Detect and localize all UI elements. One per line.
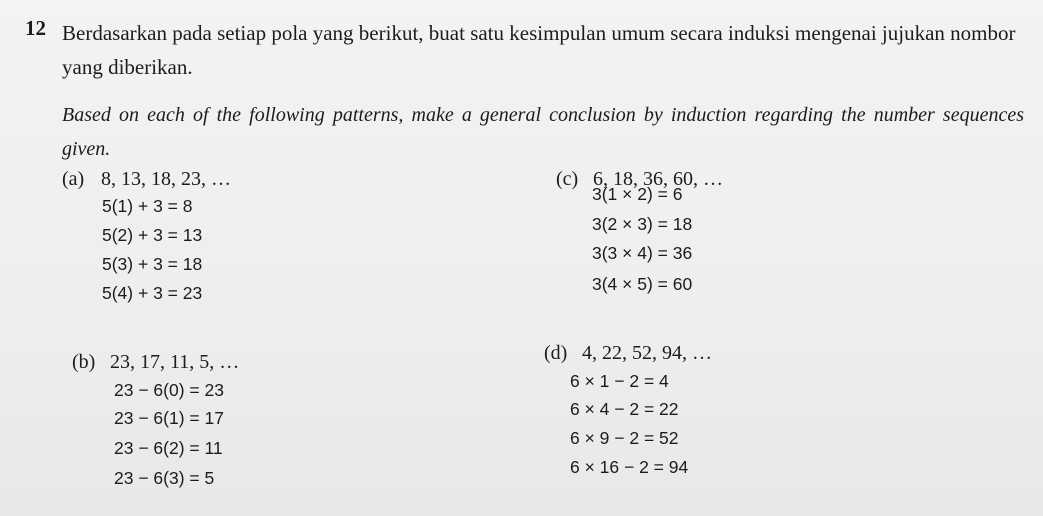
part-a-step-3: 5(3) + 3 = 18 (102, 254, 203, 274)
part-d-step-1: 6 × 1 − 2 = 4 (570, 371, 669, 391)
part-a-step-1: 5(1) + 3 = 8 (102, 196, 193, 216)
part-b-step-4: 23 − 6(3) = 5 (114, 468, 215, 488)
part-c-label: (c) (556, 168, 579, 190)
part-c-step-1: 3(1 × 2) = 6 (592, 184, 683, 204)
part-c-step-2: 3(2 × 3) = 18 (592, 214, 693, 234)
part-b-step-2: 23 − 6(1) = 17 (114, 408, 224, 428)
part-b-step-3: 23 − 6(2) = 11 (114, 438, 223, 458)
part-d-label: (d) (544, 342, 568, 364)
part-c-sequence: 6, 18, 36, 60, … (593, 168, 723, 190)
question-text-english: Based on each of the following patterns, make a general conclusion by induction regarding the number sequences given. (62, 104, 1024, 160)
part-b-sequence: 23, 17, 11, 5, … (110, 351, 240, 373)
part-d-step-2: 6 × 4 − 2 = 22 (570, 399, 679, 419)
part-a-label: (a) (62, 168, 85, 190)
question-text-malay: Berdasarkan pada setiap pola yang berikut, buat satu kesimpulan umum secara induksi mengenai jujukan nombor yang diberikan. (62, 21, 1016, 79)
part-a-step-4: 5(4) + 3 = 23 (102, 283, 203, 303)
part-c-step-4: 3(4 × 5) = 60 (592, 274, 693, 294)
part-d-sequence: 4, 22, 52, 94, … (582, 342, 712, 364)
part-d-step-4: 6 × 16 − 2 = 94 (570, 457, 689, 477)
part-b-label: (b) (72, 351, 96, 373)
part-a-step-2: 5(2) + 3 = 13 (102, 225, 203, 245)
part-a-sequence: 8, 13, 18, 23, … (101, 168, 231, 190)
part-d-step-3: 6 × 9 − 2 = 52 (570, 428, 679, 448)
part-c-step-3: 3(3 × 4) = 36 (592, 243, 693, 263)
question-number: 12 (25, 16, 46, 40)
part-b-step-1: 23 − 6(0) = 23 (114, 380, 224, 400)
